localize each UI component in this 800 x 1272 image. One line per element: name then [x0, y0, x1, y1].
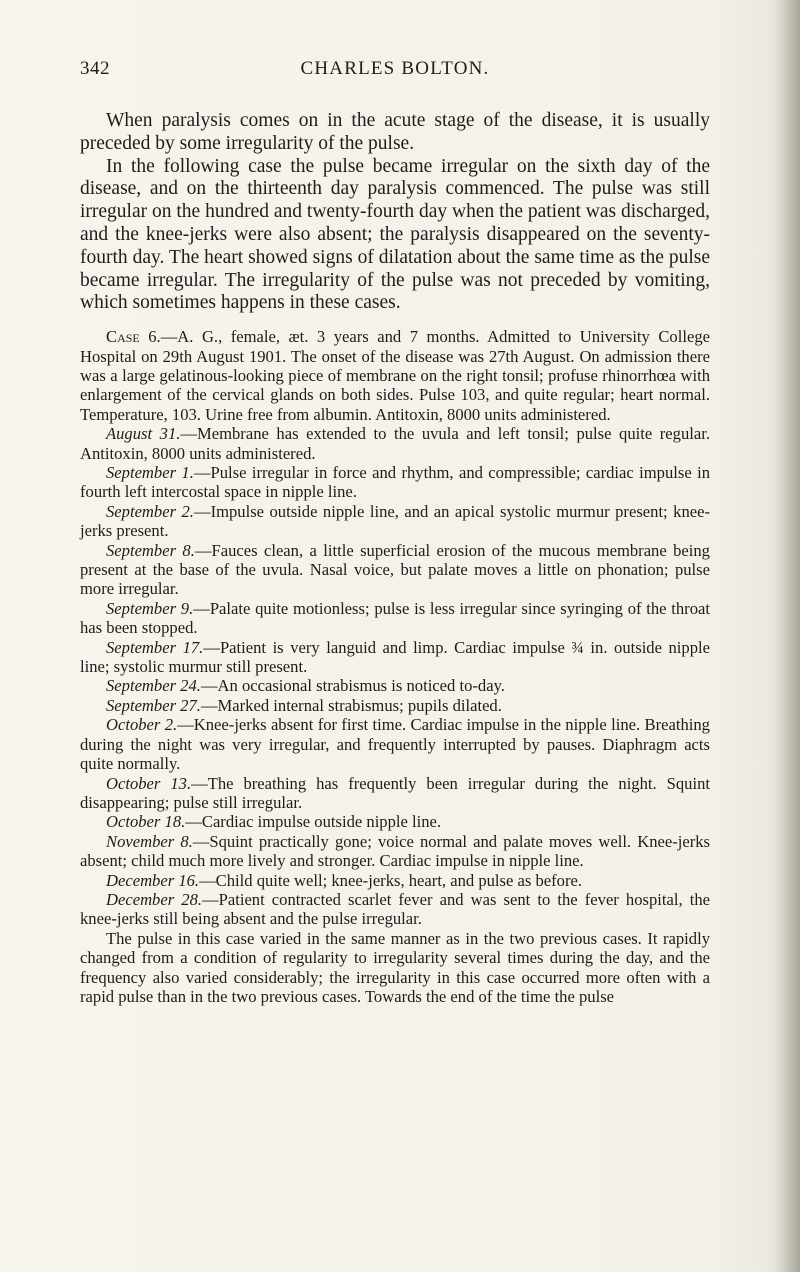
case-entry: [80, 774, 710, 813]
entry-text: —Impulse outside nipple line, and an apical systolic murmur present; knee-jerks present.: [80, 501, 710, 541]
closing-paragraph: The pulse in this case varied in the same manner as in the two previous cases. It rapidly changed from a condition of regularity to irregularity several times during the day, and the frequency also varied considerably; the irregularity in this case occurred more often with a rapid pulse than in the two previous cases. Towards the end of the time the pulse: [80, 928, 710, 1006]
case-entry: [80, 715, 710, 773]
running-title: CHARLES BOLTON.: [300, 58, 490, 79]
entry-text: —Patient contracted scarlet fever and was sent to the fever hospital, the knee-jerks still being absent and the pulse irregular.: [80, 889, 710, 929]
entry-text: —Child quite well; knee-jerks, heart, and pulse as before.: [199, 870, 582, 890]
case-entry: [80, 599, 710, 638]
entry-date: September 2.: [106, 501, 194, 521]
entry-text: —Palate quite motionless; pulse is less irregular since syringing of the throat has been stopped.: [80, 598, 710, 638]
entry-date: December 28.: [106, 889, 203, 909]
entry-text: —Knee-jerks absent for first time. Cardiac impulse in the nipple line. Breathing during the night was very irregular, and frequently interrupted by pauses. Diaphragm acts quite normally.: [80, 715, 710, 774]
case-entry: [80, 541, 710, 599]
case-entry: [80, 871, 710, 890]
entry-text: —Pulse irregular in force and rhythm, and compressible; cardiac impulse in fourth left intercostal space in nipple line.: [80, 463, 711, 502]
entry-date: October 18.: [106, 812, 186, 832]
entry-date: September 24.: [106, 676, 201, 696]
entry-date: September 1.: [106, 463, 194, 483]
case-entry: [80, 832, 710, 871]
entry-text: —Fauces clean, a little superficial erosion of the mucous membrane being present at the base of the uvula. Nasal voice, but palate moves a little on phonation; pulse more irregular.: [80, 540, 710, 599]
intro-paragraph: In the following case the pulse became irregular on the sixth day of the disease, and on the thirteenth day paralysis commenced. The pulse was still irregular on the hundred and twenty-fourth day when the patient was discharged, and the knee-jerks were also absent; the paralysis disappeared on the seventy-fourth day. The heart showed signs of dilatation about the same time as the pulse became irregular. The irregularity of the pulse was not preceded by vomiting, which sometimes happens in these cases.: [80, 155, 710, 314]
entry-date: November 8.: [106, 831, 193, 851]
entry-date: September 9.: [106, 598, 194, 618]
case-entry: [80, 676, 710, 695]
entry-date: August 31.: [106, 424, 181, 444]
case-report: [80, 327, 710, 1006]
entry-text: —Cardiac impulse outside nipple line.: [185, 812, 442, 832]
entry-date: September 8.: [106, 540, 195, 560]
intro-paragraph: When paralysis comes on in the acute stage of the disease, it is usually preceded by some irregularity of the pulse.: [80, 110, 710, 154]
case-entry: [80, 812, 710, 831]
intro-section: [80, 110, 710, 315]
entry-text: —Patient is very languid and limp. Cardiac impulse ¾ in. outside nipple line; systolic murmur still present.: [80, 637, 710, 677]
page-header: [80, 58, 710, 82]
case-paragraph: [80, 327, 710, 424]
entry-text: —Squint practically gone; voice normal and palate moves well. Knee-jerks absent; child much more lively and stronger. Cardiac impulse in nipple line.: [80, 831, 710, 871]
page-gutter-shadow: [774, 0, 800, 1272]
case-entry: [80, 890, 710, 929]
entry-date: September 17.: [106, 637, 204, 657]
case-entry: [80, 424, 710, 463]
entry-text: —Marked internal strabismus; pupils dilated.: [200, 695, 502, 715]
entry-text: —The breathing has frequently been irregular during the night. Squint disappearing; pulse still irregular.: [80, 773, 710, 812]
entry-date: September 27.: [106, 695, 201, 715]
case-entry: [80, 638, 710, 677]
case-entry: [80, 696, 710, 715]
entry-date: December 16.: [106, 870, 200, 890]
case-text: —A. G., female, æt. 3 years and 7 months. Admitted to University College Hospital on 29th August 1901. The onset of the disease was 27th August. On admission there was a large gelatinous-looking piece of membrane on the right tonsil; profuse rhinorrhœa with enlargement of the cervical glands on both sides. Pulse 103, and quite regular; heart normal. Temperature, 103. Urine free from albumin. Antitoxin, 8000 units administered.: [80, 327, 710, 424]
case-entry: [80, 502, 710, 541]
case-entry: [80, 463, 710, 502]
case-heading: Case 6.: [106, 327, 161, 347]
page-number: 342: [80, 58, 110, 79]
entry-date: October 13.: [106, 773, 192, 793]
entry-date: October 2.: [106, 715, 178, 735]
entry-text: —An occasional strabismus is noticed to-day.: [200, 676, 505, 696]
entry-text: —Membrane has extended to the uvula and left tonsil; pulse quite regular. Antitoxin, 8000 units administered.: [80, 424, 710, 463]
body-text: [80, 110, 710, 1006]
